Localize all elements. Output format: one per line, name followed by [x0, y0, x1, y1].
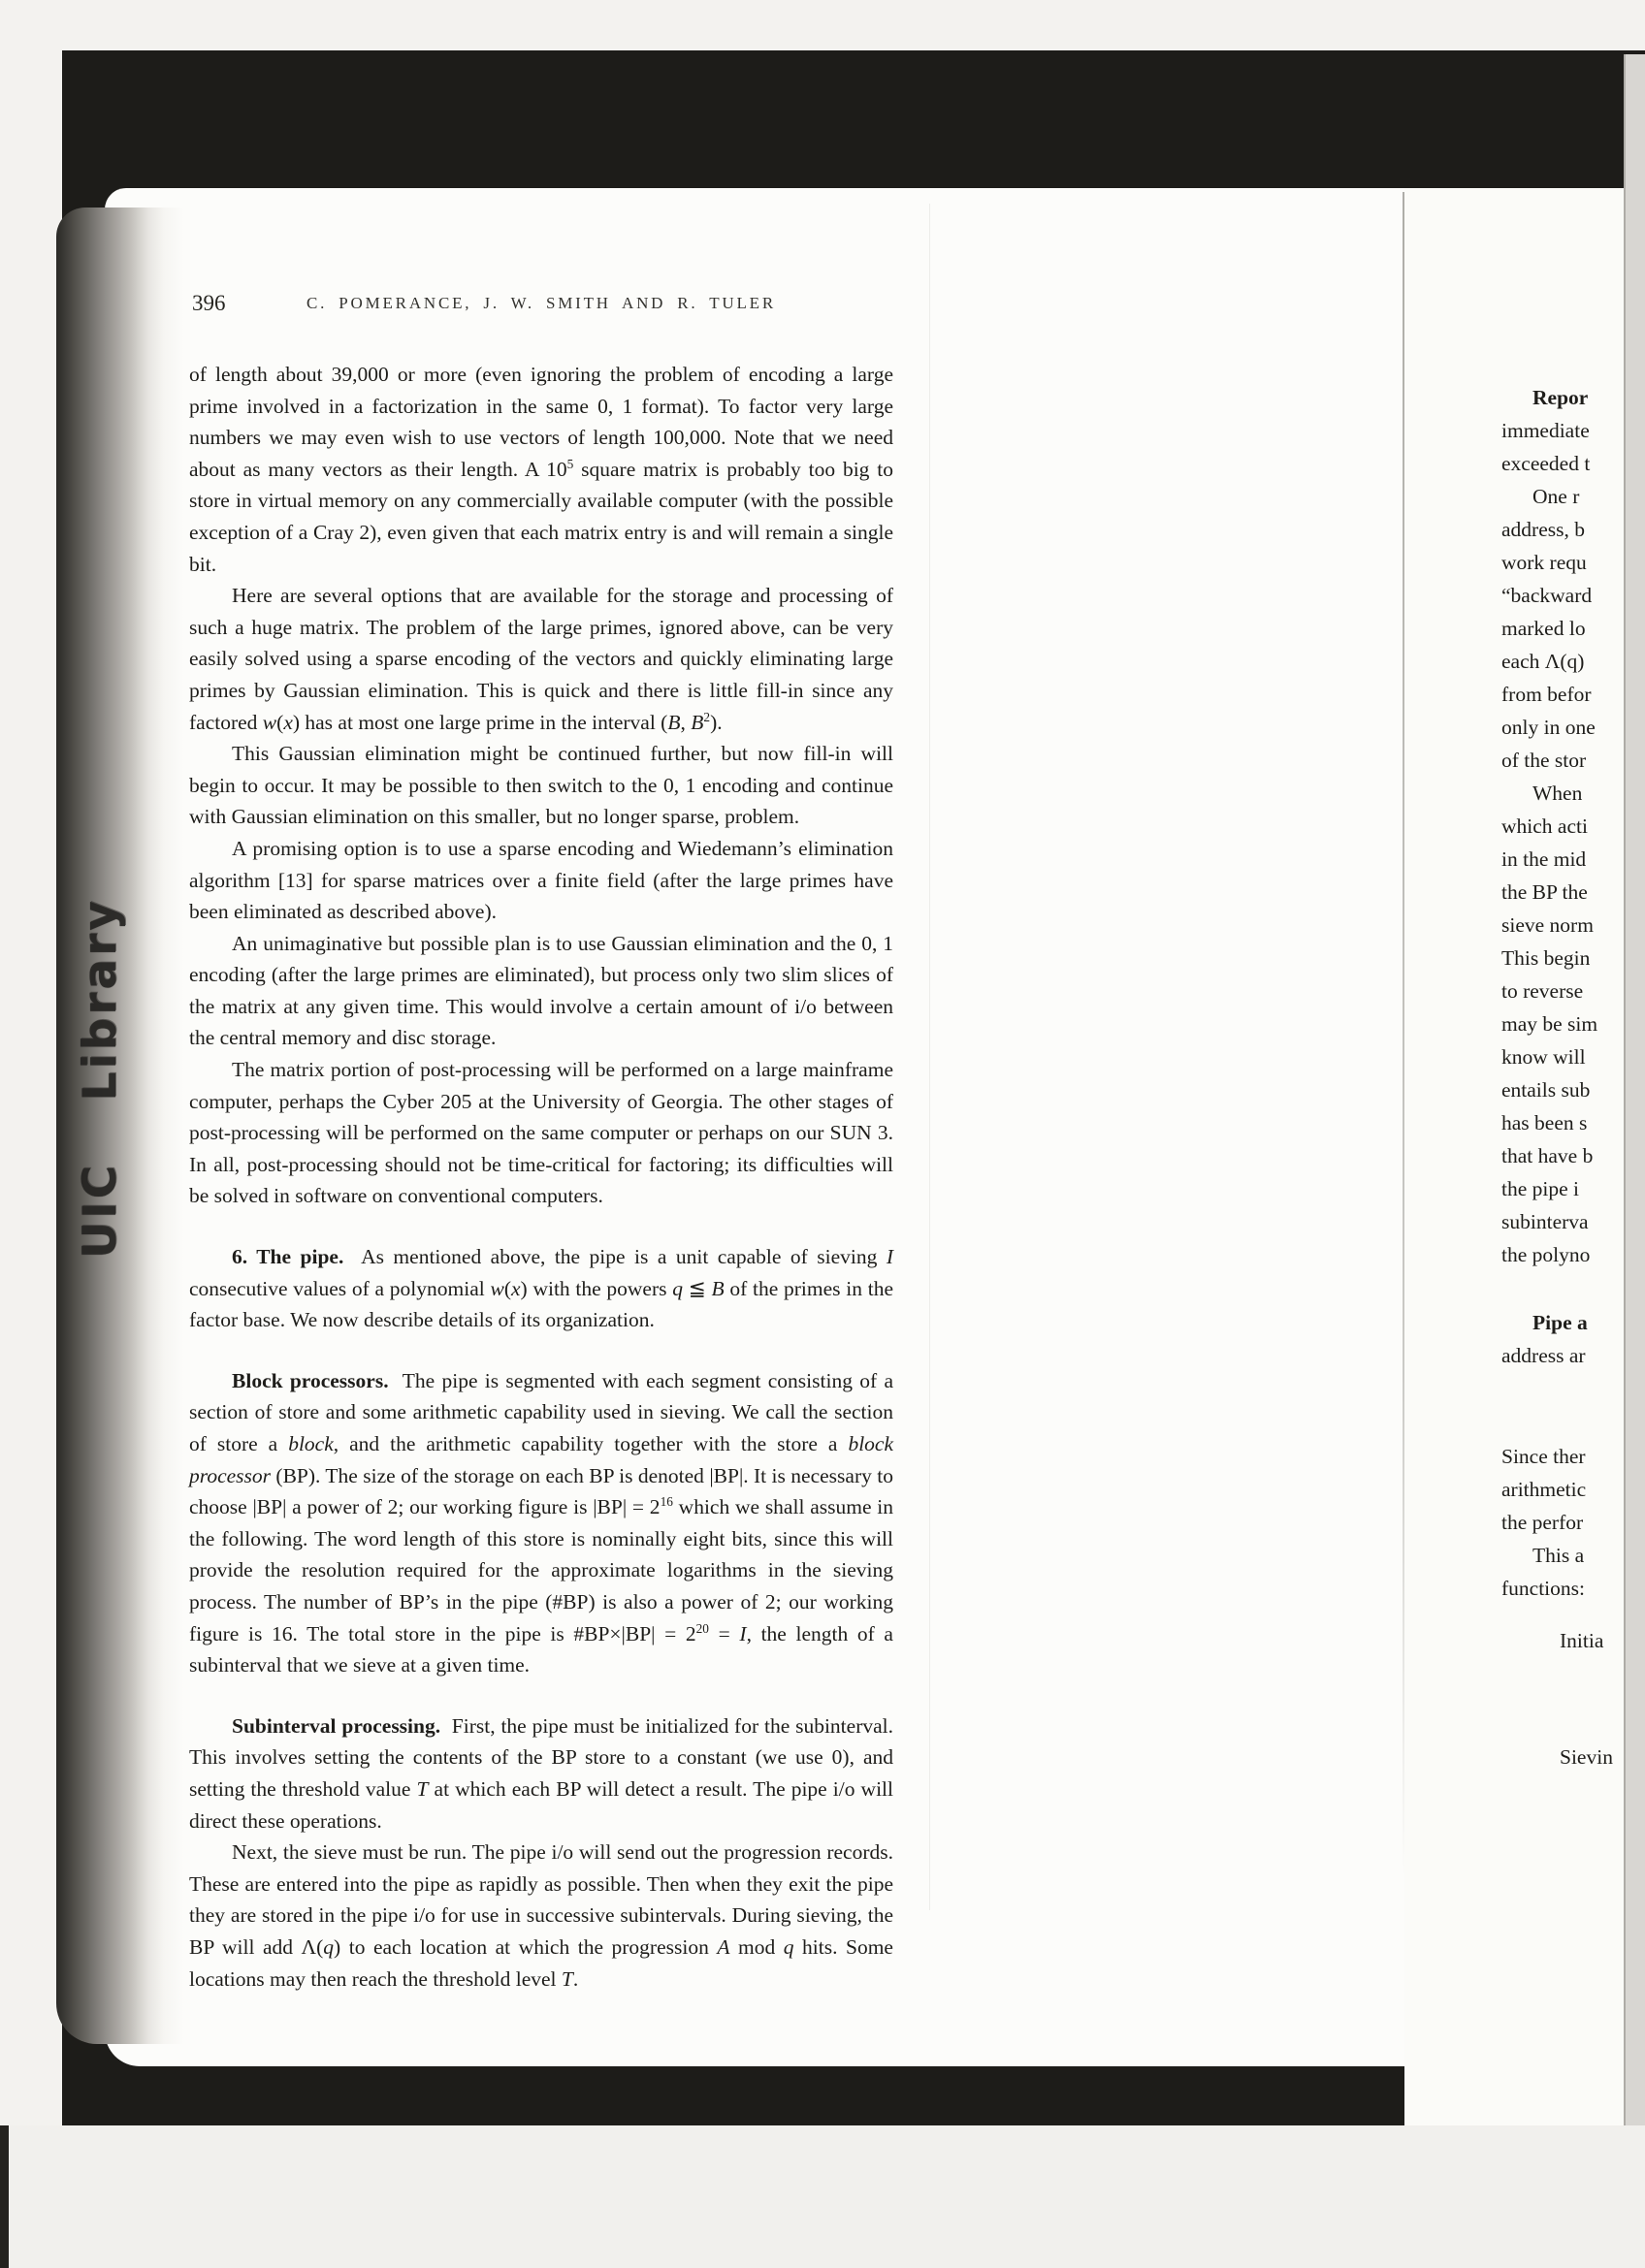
facing-page-line-fragment: entails sub — [1501, 1078, 1591, 1102]
running-head: C. POMERANCE, J. W. SMITH AND R. TULER — [306, 294, 776, 312]
facing-page-line-fragment: When — [1532, 782, 1583, 805]
paragraph: An unimaginative but possible plan is to use Gaussian elimination and the 0, 1 encoding (after the large primes are eliminated), but process only two slim slices of the matrix at any given time. This would involve a certain amount of i/o between the central memory and disc storage. — [189, 931, 893, 1050]
paragraph: 6. The pipe. As mentioned above, the pipe is a unit capable of sieving I consecutive values of a polynomial w(x) with the powers q ≦ B of the primes in the factor base. We now describe details of its organization. — [189, 1245, 894, 1332]
facing-page-line-fragment: arithmetic — [1501, 1478, 1587, 1501]
paragraph: The matrix portion of post-processing will be performed on a large mainframe computer, perhaps the Cyber 205 at the University of Georgia. The other stages of post-processing will be performed on the same computer or perhaps on our SUN 3. In all, post-processing should not be time-critical for factoring; its difficulties will be solved in software on conventional computers. — [189, 1058, 893, 1208]
facing-page — [1404, 188, 1645, 2268]
scanner-background-top — [62, 50, 1645, 189]
scan-right-edge-strip — [1624, 54, 1645, 2268]
library-stamp: UIC Library — [74, 898, 127, 1259]
scanner-background-bottom — [62, 2065, 1476, 2125]
facing-page-line-fragment: subinterva — [1501, 1210, 1589, 1233]
facing-page-line-fragment: address, b — [1501, 518, 1585, 541]
facing-page-line-fragment: Since ther — [1501, 1445, 1586, 1468]
facing-page-line-fragment: immediate — [1501, 419, 1590, 442]
facing-page-line-fragment: may be sim — [1501, 1012, 1598, 1036]
facing-page-line-fragment: sieve norm — [1501, 913, 1594, 937]
facing-page-line-fragment: the pipe i — [1501, 1177, 1580, 1200]
facing-page-line-fragment: Repor — [1532, 386, 1589, 409]
paragraph: Here are several options that are available for the storage and processing of such a huge matrix. The problem of the large primes, ignored above, can be very easily solved using a sparse encoding of the vectors and quickly eliminating large primes by Gaussian elimination. This is quick and there is little fill-in since any factored w(x) has at most one large prime in the interval (B, $B^2$). — [189, 584, 893, 734]
paragraph: Subinterval processing. First, the pipe must be initialized for the subinterval. This involves setting the contents of the BP store to a constant (we use 0), and setting the threshold value T at which each BP will detect a result. The pipe i/o will direct these operations. — [189, 1713, 894, 1833]
facing-page-line-fragment: functions: — [1501, 1577, 1585, 1600]
facing-page-line-fragment: the perfor — [1501, 1511, 1584, 1534]
page-number: 396 — [192, 291, 226, 315]
scan-bottom-left-bar — [0, 2125, 9, 2268]
scanner-bed-bottom-strip — [0, 2125, 1645, 2268]
facing-page-line-fragment: which acti — [1501, 815, 1588, 838]
facing-page-line-fragment: This a — [1532, 1544, 1585, 1567]
facing-page-line-fragment: address ar — [1501, 1344, 1586, 1367]
book-page — [105, 188, 1404, 2066]
facing-page-line-fragment: only in one — [1501, 716, 1596, 739]
facing-page-line-fragment: from befor — [1501, 683, 1592, 706]
paragraph: Next, the sieve must be run. The pipe i/o will send out the progression records. These are entered into the pipe as rapidly as possible. Then when they exit the pipe they are stored in the pipe i/o for use in successive subintervals. During sieving, the BP will add Λ(q) to each location at which the progression A mod q hits. Some locations may then reach the threshold level T. — [189, 1840, 893, 1991]
facing-page-line-fragment: has been s — [1501, 1111, 1588, 1134]
paragraph: A promising option is to use a sparse encoding and Wiedemann’s elimination algorithm [13] for sparse matrices over a finite field (after the large primes have been eliminated as described above). — [189, 836, 893, 924]
facing-page-text — [1404, 188, 1645, 2268]
facing-page-line-fragment: each Λ(q) — [1501, 650, 1585, 673]
paragraph: This Gaussian elimination might be continued further, but now fill-in will begin to occur. It may be possible to then switch to the 0, 1 encoding and continue with Gaussian elimination on this smaller, but no longer sparse, problem. — [189, 742, 893, 829]
paragraph: of length about 39,000 or more (even ignoring the problem of encoding a large prime involved in a factorization in the same 0, 1 format). To factor very large numbers we may even wish to use vectors of length 100,000. Note that we need about as many vectors as their length. A $10^5$ square matrix is probably too big to store in virtual memory on any commercially available computer (with the possible exception of a Cray 2), even given that each matrix entry is and will remain a single bit. — [189, 363, 894, 576]
page-curl-line — [929, 204, 930, 1910]
facing-page-line-fragment: exceeded t — [1501, 452, 1591, 475]
facing-page-line-fragment: Initia — [1560, 1629, 1604, 1652]
facing-page-line-fragment: that have b — [1501, 1144, 1594, 1167]
facing-page-line-fragment: This begin — [1501, 946, 1591, 970]
facing-page-line-fragment: Sievin — [1560, 1745, 1613, 1769]
facing-page-line-fragment: marked lo — [1501, 617, 1586, 640]
facing-page-line-fragment: One r — [1532, 485, 1580, 508]
facing-page-line-fragment: to reverse — [1501, 979, 1584, 1003]
facing-page-line-fragment: the polyno — [1501, 1243, 1591, 1266]
page-header — [188, 291, 894, 320]
facing-page-line-fragment: “backward — [1501, 584, 1593, 607]
body-text — [189, 359, 893, 1995]
facing-page-line-fragment: of the stor — [1501, 749, 1587, 772]
facing-page-line-fragment: work requ — [1501, 551, 1587, 574]
facing-page-line-fragment: Pipe a — [1532, 1311, 1588, 1334]
facing-page-line-fragment: in the mid — [1501, 847, 1587, 871]
facing-page-line-fragment: know will — [1501, 1045, 1586, 1069]
paragraph: Block processors. The pipe is segmented with each segment consisting of a section of store and some arithmetic capability used in sieving. We call the section of store a block, and the arithmetic capability together with the store a block processor (BP). The size of the storage on each BP is denoted |BP|. It is necessary to choose |BP| a power of 2; our working figure is $|BP| = 2^{16}$ which we shall assume in the following. The word length of this store is nominally eight bits, since this will provide the resolution required for the approximate logarithms in the sieving process. The number of BP’s in the pipe (#BP) is also a power of 2; our working figure is 16. The total store in the pipe is #BP×|BP| = $2^{20} = I$, the length of a subinterval that we sieve at a given time. — [189, 1368, 893, 1677]
facing-page-line-fragment: the BP the — [1501, 880, 1588, 904]
